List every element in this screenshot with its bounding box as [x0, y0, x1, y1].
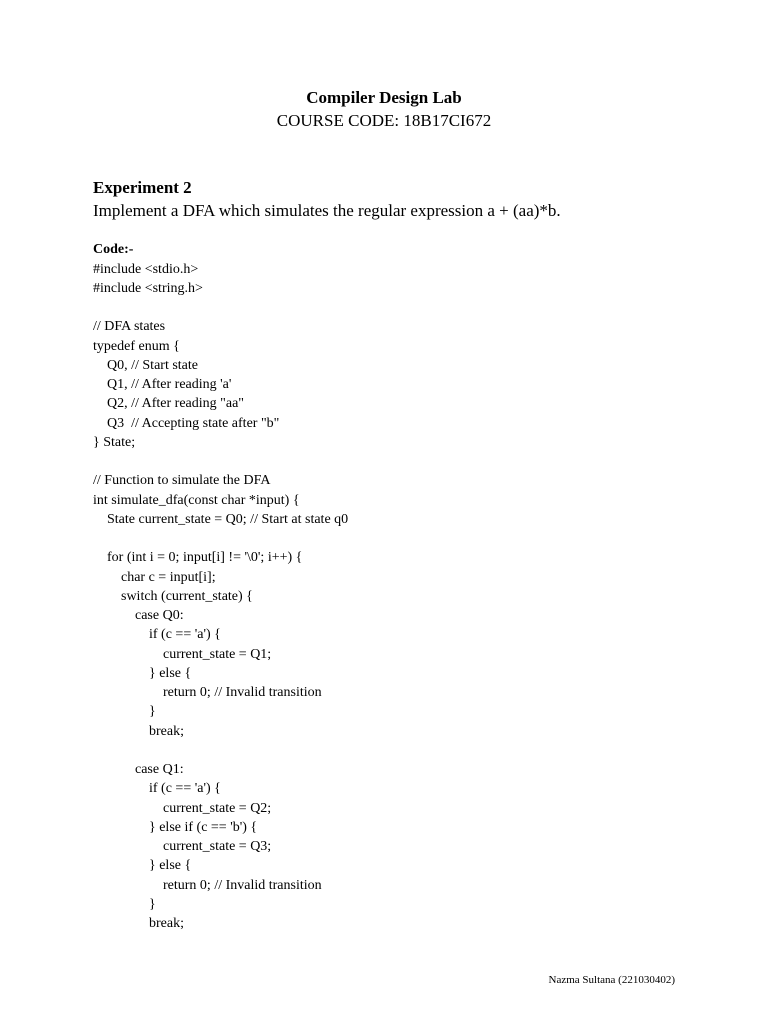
code-line: // DFA states [93, 319, 166, 335]
footer-author: Nazma Sultana (221030402) [548, 974, 675, 986]
code-line: typedef enum { [93, 338, 180, 354]
experiment-heading: Experiment 2 [93, 178, 192, 197]
code-line: State current_state = Q0; // Start at state q0 [93, 511, 349, 527]
code-line: current_state = Q1; [93, 646, 272, 662]
code-line: // Function to simulate the DFA [93, 473, 271, 489]
code-line: for (int i = 0; input[i] != '\0'; i++) { [93, 550, 303, 566]
code-line: } else { [93, 858, 192, 874]
code-line: return 0; // Invalid transition [93, 877, 322, 893]
code-line [93, 452, 348, 471]
code-line [93, 298, 348, 317]
code-line: break; [93, 916, 184, 931]
code-line: } [93, 704, 156, 720]
course-code: COURSE CODE: 18B17CI672 [276, 111, 492, 130]
code-line: #include <string.h> [93, 280, 203, 296]
experiment-description: Implement a DFA which simulates the regular expression a + (aa)*b. [93, 201, 561, 220]
code-line: char c = input[i]; [93, 569, 216, 585]
code-line: Q0, // Start state [93, 357, 198, 373]
code-line [93, 529, 348, 548]
code-line: Q2, // After reading "aa" [93, 396, 244, 412]
code-line: switch (current_state) { [93, 588, 253, 604]
code-line: Q3 // Accepting state after "b" [93, 415, 280, 431]
document-title: Compiler Design Lab [306, 88, 462, 107]
code-line: if (c == 'a') { [93, 627, 221, 643]
code-line [93, 741, 348, 760]
code-line: } else if (c == 'b') { [93, 819, 258, 835]
code-line: #include <stdio.h> [93, 261, 199, 277]
code-line: current_state = Q3; [93, 839, 272, 854]
code-block [93, 260, 348, 934]
code-line: case Q1: [93, 762, 184, 777]
code-line: break; [93, 723, 184, 739]
code-line: } else { [93, 665, 192, 681]
code-line: return 0; // Invalid transition [93, 685, 322, 700]
code-line: Q1, // After reading 'a' [93, 377, 232, 392]
code-heading: Code:- [93, 242, 134, 257]
code-line: } [93, 896, 156, 912]
code-line: int simulate_dfa(const char *input) { [93, 492, 300, 508]
code-line: } State; [93, 434, 136, 450]
code-line: current_state = Q2; [93, 800, 272, 816]
code-line: if (c == 'a') { [93, 781, 221, 797]
code-line: case Q0: [93, 608, 184, 623]
